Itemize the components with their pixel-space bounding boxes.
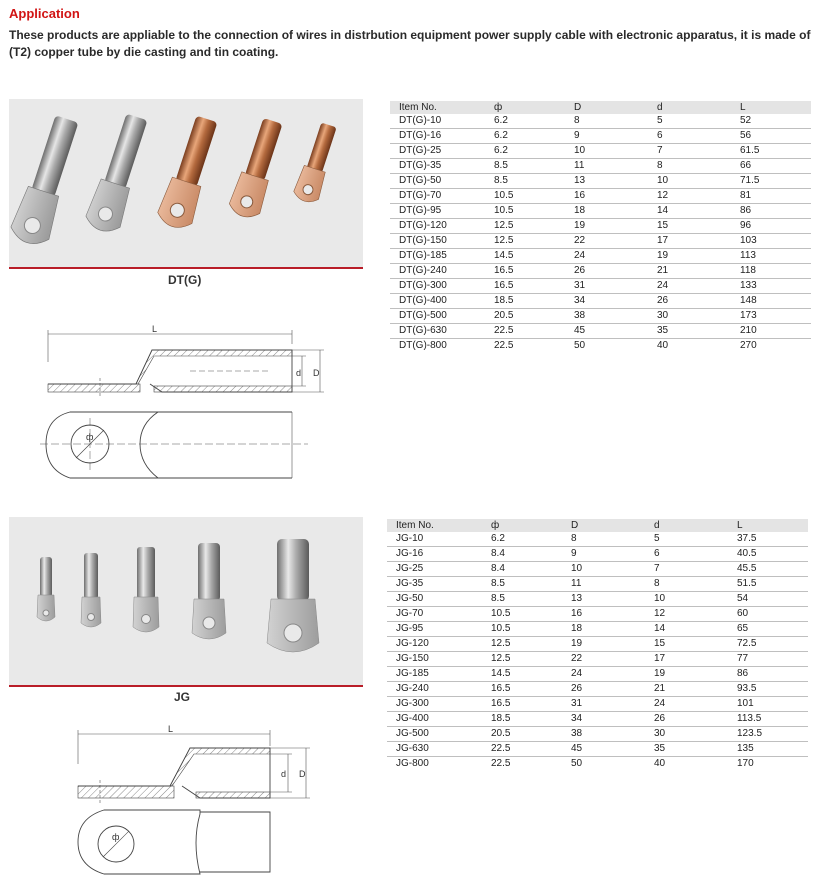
item-number-cell: DT(G)-185 (390, 249, 485, 264)
spec-value-cell: 51.5 (728, 577, 808, 592)
jg-outer-diameter-label: D (299, 769, 306, 779)
spec-value-cell: 19 (562, 637, 645, 652)
spec-value-cell: 8.5 (482, 577, 562, 592)
column-header: L (731, 101, 811, 114)
spec-value-cell: 77 (728, 652, 808, 667)
spec-value-cell: 26 (645, 712, 728, 727)
spec-value-cell: 103 (731, 234, 811, 249)
spec-value-cell: 6 (648, 129, 731, 144)
table-row (390, 129, 811, 144)
spec-value-cell: 14 (648, 204, 731, 219)
spec-value-cell: 5 (648, 114, 731, 129)
spec-value-cell: 38 (562, 727, 645, 742)
item-number-cell: JG-630 (387, 742, 482, 757)
section-heading: Application (9, 6, 80, 21)
spec-value-cell: 96 (731, 219, 811, 234)
spec-value-cell: 12 (648, 189, 731, 204)
spec-value-cell: 22.5 (491, 758, 511, 769)
column-header: L (728, 519, 808, 532)
spec-value-cell: 11 (562, 577, 645, 592)
item-number-cell: DT(G)-300 (390, 279, 485, 294)
spec-value-cell: 22.5 (482, 742, 562, 757)
spec-value-cell: 26 (565, 264, 648, 279)
spec-value-cell: 8 (648, 159, 731, 174)
spec-value-cell: 12.5 (482, 652, 562, 667)
table-row (390, 144, 811, 159)
table-row (387, 727, 808, 742)
column-header: ф (482, 519, 562, 532)
spec-value-cell: 20.5 (485, 309, 565, 324)
item-number-cell: DT(G)-25 (390, 144, 485, 159)
spec-value-cell: 18 (565, 204, 648, 219)
spec-value-cell: 19 (648, 249, 731, 264)
dtg-hole-label: ф (86, 432, 94, 442)
spec-value-cell: 12.5 (485, 234, 565, 249)
spec-value-cell: 113 (731, 249, 811, 264)
spec-value-cell: 45 (562, 742, 645, 757)
item-number-cell: JG-50 (387, 592, 482, 607)
spec-value-cell: 12 (645, 607, 728, 622)
table-row (387, 577, 808, 592)
item-number-cell: DT(G)-10 (390, 114, 485, 129)
spec-value-cell: 17 (645, 652, 728, 667)
table-row (387, 682, 808, 697)
spec-value-cell: 270 (740, 340, 757, 351)
column-header: D (562, 519, 645, 532)
item-number-cell: DT(G)-16 (390, 129, 485, 144)
spec-value-cell: 8.4 (482, 562, 562, 577)
spec-value-cell: 8 (565, 114, 648, 129)
spec-value-cell: 18 (562, 622, 645, 637)
item-number-cell: DT(G)-800 (399, 340, 447, 351)
spec-value-cell: 10.5 (485, 189, 565, 204)
column-header: ф (485, 101, 565, 114)
spec-value-cell: 45 (565, 324, 648, 339)
table-row (390, 189, 811, 204)
spec-value-cell: 45.5 (728, 562, 808, 577)
table-row (390, 309, 811, 324)
spec-value-cell: 93.5 (728, 682, 808, 697)
spec-value-cell: 17 (648, 234, 731, 249)
dtg-technical-drawing (40, 320, 330, 490)
spec-value-cell: 10.5 (485, 204, 565, 219)
spec-value-cell: 210 (731, 324, 811, 339)
table-row (387, 697, 808, 712)
item-number-cell: JG-70 (387, 607, 482, 622)
spec-value-cell: 5 (645, 532, 728, 547)
spec-value-cell: 10 (565, 144, 648, 159)
spec-value-cell: 40 (657, 340, 669, 351)
spec-value-cell: 12.5 (485, 219, 565, 234)
spec-value-cell: 16.5 (482, 682, 562, 697)
table-row (390, 249, 811, 264)
spec-value-cell: 34 (562, 712, 645, 727)
table-row (390, 324, 811, 339)
table-row (390, 279, 811, 294)
spec-value-cell: 37.5 (728, 532, 808, 547)
dtg-caption: DT(G) (168, 273, 202, 287)
item-number-cell: DT(G)-500 (390, 309, 485, 324)
spec-value-cell: 19 (565, 219, 648, 234)
spec-value-cell: 13 (565, 174, 648, 189)
spec-value-cell: 20.5 (482, 727, 562, 742)
spec-value-cell: 148 (731, 294, 811, 309)
item-number-cell: JG-800 (396, 758, 429, 769)
column-header: Item No. (390, 101, 485, 114)
jg-technical-drawing (70, 724, 330, 884)
item-number-cell: DT(G)-95 (390, 204, 485, 219)
spec-value-cell: 12.5 (482, 637, 562, 652)
spec-value-cell: 35 (645, 742, 728, 757)
table-row (387, 712, 808, 727)
spec-value-cell: 21 (648, 264, 731, 279)
column-header: Item No. (387, 519, 482, 532)
spec-value-cell: 86 (728, 667, 808, 682)
spec-value-cell: 66 (731, 159, 811, 174)
table-header-row (390, 101, 811, 114)
spec-value-cell: 22 (562, 652, 645, 667)
intro-paragraph: These products are appliable to the connection of wires in distrbution equipment power supply cable with electronic apparatus, it is made of (T2) copper tube by die casting and tin coating. (9, 28, 811, 59)
item-number-cell: JG-150 (387, 652, 482, 667)
spec-value-cell: 65 (728, 622, 808, 637)
spec-value-cell: 31 (562, 697, 645, 712)
jg-inner-diameter-label: d (281, 769, 287, 779)
spec-value-cell: 9 (562, 547, 645, 562)
table-row (387, 562, 808, 577)
spec-value-cell: 38 (565, 309, 648, 324)
item-number-cell: DT(G)-630 (390, 324, 485, 339)
item-number-cell: JG-10 (387, 532, 482, 547)
table-header-row (387, 519, 808, 532)
spec-value-cell: 16.5 (485, 279, 565, 294)
spec-value-cell: 15 (648, 219, 731, 234)
spec-value-cell: 133 (731, 279, 811, 294)
table-row (390, 159, 811, 174)
spec-value-cell: 14 (645, 622, 728, 637)
spec-value-cell: 13 (562, 592, 645, 607)
item-number-cell: JG-400 (387, 712, 482, 727)
spec-value-cell: 81 (731, 189, 811, 204)
spec-value-cell: 30 (645, 727, 728, 742)
spec-value-cell: 22.5 (485, 324, 565, 339)
table-row (390, 219, 811, 234)
spec-value-cell: 173 (731, 309, 811, 324)
spec-value-cell: 8.5 (485, 174, 565, 189)
spec-value-cell: 10 (648, 174, 731, 189)
spec-value-cell: 54 (728, 592, 808, 607)
spec-value-cell: 8.5 (485, 159, 565, 174)
item-number-cell: JG-500 (387, 727, 482, 742)
table-row (387, 742, 808, 757)
item-number-cell: DT(G)-400 (390, 294, 485, 309)
column-header: d (645, 519, 728, 532)
spec-value-cell: 34 (565, 294, 648, 309)
spec-value-cell: 113.5 (728, 712, 808, 727)
dtg-length-label: L (152, 324, 158, 334)
column-header: d (648, 101, 731, 114)
table-row (387, 652, 808, 667)
spec-value-cell: 72.5 (728, 637, 808, 652)
table-row (390, 339, 811, 354)
spec-value-cell: 19 (645, 667, 728, 682)
spec-value-cell: 50 (574, 340, 586, 351)
table-row (387, 757, 808, 772)
item-number-cell: JG-16 (387, 547, 482, 562)
jg-hole-label: ф (112, 832, 120, 842)
dtg-product-photo (9, 99, 363, 269)
spec-value-cell: 9 (565, 129, 648, 144)
spec-value-cell: 40 (654, 758, 666, 769)
spec-value-cell: 6.2 (485, 129, 565, 144)
spec-value-cell: 6.2 (485, 144, 565, 159)
spec-value-cell: 8 (645, 577, 728, 592)
spec-value-cell: 14.5 (485, 249, 565, 264)
spec-value-cell: 7 (645, 562, 728, 577)
spec-value-cell: 6.2 (482, 532, 562, 547)
spec-value-cell: 118 (731, 264, 811, 279)
spec-value-cell: 50 (571, 758, 583, 769)
table-row (390, 174, 811, 189)
spec-value-cell: 101 (728, 697, 808, 712)
column-header: D (565, 101, 648, 114)
spec-value-cell: 24 (562, 667, 645, 682)
spec-value-cell: 24 (645, 697, 728, 712)
dtg-inner-diameter-label: d (296, 368, 302, 378)
table-row (387, 592, 808, 607)
item-number-cell: DT(G)-50 (390, 174, 485, 189)
spec-value-cell: 26 (562, 682, 645, 697)
spec-value-cell: 16.5 (482, 697, 562, 712)
jg-caption: JG (174, 690, 191, 704)
item-number-cell: DT(G)-240 (390, 264, 485, 279)
spec-value-cell: 71.5 (731, 174, 811, 189)
spec-value-cell: 52 (731, 114, 811, 129)
spec-value-cell: 7 (648, 144, 731, 159)
table-row (387, 532, 808, 547)
spec-value-cell: 16 (565, 189, 648, 204)
item-number-cell: DT(G)-150 (390, 234, 485, 249)
spec-value-cell: 123.5 (728, 727, 808, 742)
spec-value-cell: 11 (565, 159, 648, 174)
spec-value-cell: 31 (565, 279, 648, 294)
table-row (390, 204, 811, 219)
spec-value-cell: 10.5 (482, 607, 562, 622)
spec-value-cell: 6 (645, 547, 728, 562)
table-row (387, 637, 808, 652)
spec-value-cell: 170 (737, 758, 754, 769)
table-row (390, 294, 811, 309)
spec-value-cell: 35 (648, 324, 731, 339)
dtg-outer-diameter-label: D (313, 368, 320, 378)
spec-value-cell: 8 (562, 532, 645, 547)
spec-value-cell: 24 (648, 279, 731, 294)
table-row (387, 547, 808, 562)
spec-value-cell: 16 (562, 607, 645, 622)
spec-value-cell: 86 (731, 204, 811, 219)
spec-value-cell: 61.5 (731, 144, 811, 159)
jg-product-photo (9, 517, 363, 687)
table-row (387, 607, 808, 622)
table-row (390, 264, 811, 279)
spec-value-cell: 60 (728, 607, 808, 622)
spec-value-cell: 6.2 (485, 114, 565, 129)
spec-value-cell: 8.4 (482, 547, 562, 562)
jg-spec-table (387, 519, 808, 771)
spec-value-cell: 135 (728, 742, 808, 757)
item-number-cell: DT(G)-35 (390, 159, 485, 174)
item-number-cell: JG-240 (387, 682, 482, 697)
item-number-cell: JG-185 (387, 667, 482, 682)
spec-value-cell: 22 (565, 234, 648, 249)
spec-value-cell: 18.5 (485, 294, 565, 309)
spec-value-cell: 8.5 (482, 592, 562, 607)
spec-value-cell: 10 (562, 562, 645, 577)
spec-value-cell: 15 (645, 637, 728, 652)
dtg-spec-table (390, 101, 811, 353)
jg-length-label: L (168, 724, 174, 734)
item-number-cell: JG-35 (387, 577, 482, 592)
spec-value-cell: 30 (648, 309, 731, 324)
spec-value-cell: 16.5 (485, 264, 565, 279)
spec-value-cell: 14.5 (482, 667, 562, 682)
item-number-cell: DT(G)-120 (390, 219, 485, 234)
item-number-cell: JG-300 (387, 697, 482, 712)
table-row (390, 114, 811, 129)
table-row (387, 667, 808, 682)
spec-value-cell: 26 (648, 294, 731, 309)
spec-value-cell: 18.5 (482, 712, 562, 727)
table-row (390, 234, 811, 249)
spec-value-cell: 24 (565, 249, 648, 264)
item-number-cell: JG-95 (387, 622, 482, 637)
spec-value-cell: 10 (645, 592, 728, 607)
table-row (387, 622, 808, 637)
spec-value-cell: 22.5 (494, 340, 514, 351)
spec-value-cell: 56 (731, 129, 811, 144)
item-number-cell: JG-25 (387, 562, 482, 577)
item-number-cell: DT(G)-70 (390, 189, 485, 204)
spec-value-cell: 21 (645, 682, 728, 697)
spec-value-cell: 40.5 (728, 547, 808, 562)
spec-value-cell: 10.5 (482, 622, 562, 637)
item-number-cell: JG-120 (387, 637, 482, 652)
